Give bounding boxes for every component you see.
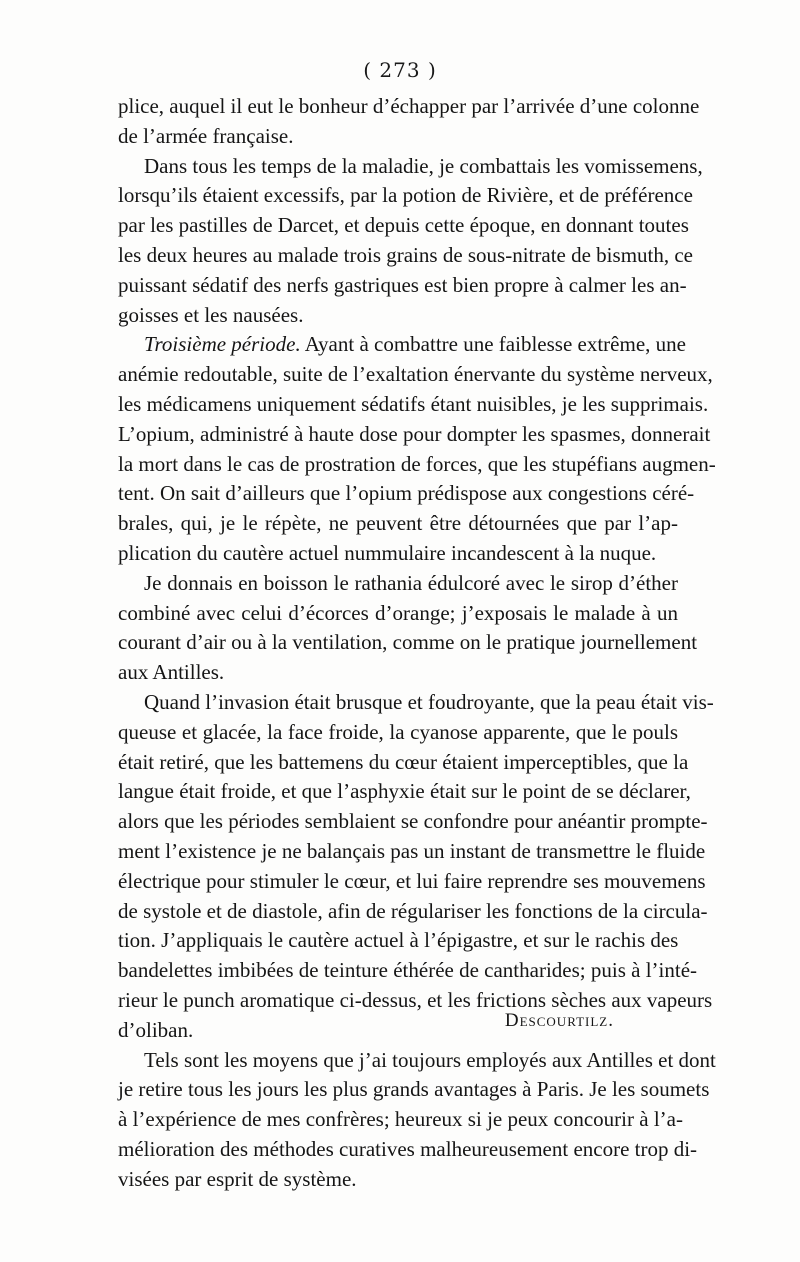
line-text: brales, qui, je le répète, ne peuvent être détournées que par l’ap- bbox=[118, 511, 678, 536]
text-line bbox=[118, 152, 703, 182]
text-line bbox=[118, 599, 678, 629]
line-text: rieur le punch aromatique ci-dessus, et les frictions sèches aux vapeurs bbox=[118, 987, 713, 1012]
line-text: courant d’air ou à la ventilation, comme on le pratique journellement bbox=[118, 630, 698, 655]
text-line bbox=[118, 867, 706, 897]
line-text: de l’armée française. bbox=[118, 123, 294, 148]
text-line bbox=[118, 748, 689, 778]
text-line bbox=[118, 330, 686, 360]
text-line bbox=[118, 92, 700, 122]
line-text: d’oliban. bbox=[118, 1017, 194, 1042]
line-text: de systole et de diastole, afin de régulariser les fonctions de la circula- bbox=[118, 898, 708, 923]
text-line bbox=[118, 628, 698, 658]
text-line bbox=[118, 718, 678, 748]
text-line bbox=[118, 926, 678, 956]
text-line bbox=[118, 122, 678, 152]
line-text: les médicamens uniquement sédatifs étant nuisibles, je les supprimais. bbox=[118, 391, 709, 416]
line-text: visées par esprit de système. bbox=[118, 1166, 357, 1191]
line-text: la mort dans le cas de prostration de forces, que les stupéfians augmen- bbox=[118, 451, 716, 476]
text-line bbox=[118, 1165, 678, 1195]
line-text: Je donnais en boisson le rathania édulcoré avec le sirop d’éther bbox=[144, 570, 678, 595]
line-text: queuse et glacée, la face froide, la cyanose apparente, que le pouls bbox=[118, 719, 678, 744]
line-text: Ayant à combattre une faiblesse extrême, une bbox=[300, 332, 686, 357]
line-text: anémie redoutable, suite de l’exaltation énervante du système nerveux, bbox=[118, 362, 713, 387]
line-text: Dans tous les temps de la maladie, je combattais les vomissemens, bbox=[144, 153, 703, 178]
text-line bbox=[118, 1075, 710, 1105]
section-heading: Troisième période. bbox=[144, 332, 301, 357]
line-text: langue était froide, et que l’asphyxie était sur le point de se déclarer, bbox=[118, 779, 691, 804]
line-text: tent. On sait d’ailleurs que l’opium prédispose aux congestions céré- bbox=[118, 481, 695, 506]
text-line bbox=[118, 390, 709, 420]
text-line bbox=[118, 301, 678, 331]
text-line bbox=[118, 509, 678, 539]
line-text: ment l’existence je ne balançais pas un instant de transmettre le fluide bbox=[118, 838, 706, 863]
line-text: Tels sont les moyens que j’ai toujours employés aux Antilles et dont bbox=[144, 1047, 716, 1072]
line-text: les deux heures au malade trois grains de sous-nitrate de bismuth, ce bbox=[118, 242, 693, 267]
text-line bbox=[118, 688, 714, 718]
line-text: plication du cautère actuel nummulaire incandescent à la nuque. bbox=[118, 540, 657, 565]
text-line bbox=[118, 420, 711, 450]
text-line bbox=[118, 360, 713, 390]
text-line bbox=[118, 569, 678, 599]
line-text: Quand l’invasion était brusque et foudroyante, que la peau était vis- bbox=[144, 689, 714, 714]
text-line bbox=[118, 450, 716, 480]
line-text: plice, auquel il eut le bonheur d’échapper par l’arrivée d’une colonne bbox=[118, 94, 700, 118]
line-text: L’opium, administré à haute dose pour dompter les spasmes, donnerait bbox=[118, 421, 711, 446]
text-line bbox=[118, 837, 706, 867]
line-text: tion. J’appliquais le cautère actuel à l’épigastre, et sur le rachis des bbox=[118, 928, 679, 953]
text-line bbox=[118, 897, 708, 927]
line-text: par les pastilles de Darcet, et depuis cette époque, en donnant toutes bbox=[118, 213, 689, 238]
text-line bbox=[118, 1046, 716, 1076]
text-line bbox=[118, 1105, 683, 1135]
line-text: bandelettes imbibées de teinture éthérée de cantharides; puis à l’inté- bbox=[118, 958, 698, 983]
line-text: mélioration des méthodes curatives malheureusement encore trop di- bbox=[118, 1136, 698, 1161]
text-line bbox=[118, 539, 678, 569]
page-number: ( 273 ) bbox=[363, 58, 437, 82]
line-text: aux Antilles. bbox=[118, 660, 225, 685]
text-line bbox=[118, 777, 691, 807]
line-text: je retire tous les jours les plus grands avantages à Paris. Je les soumets bbox=[118, 1077, 710, 1102]
text-line bbox=[118, 658, 678, 688]
text-line bbox=[118, 181, 693, 211]
line-text: puissant sédatif des nerfs gastriques est bien propre à calmer les an- bbox=[118, 272, 687, 297]
text-line bbox=[118, 271, 687, 301]
line-text: électrique pour stimuler le cœur, et lui faire reprendre ses mouvemens bbox=[118, 868, 706, 893]
text-line bbox=[118, 211, 689, 241]
text-line bbox=[118, 479, 695, 509]
line-text: alors que les périodes semblaient se confondre pour anéantir prompte- bbox=[118, 809, 708, 834]
text-line bbox=[118, 956, 698, 986]
line-text: à l’expérience de mes confrères; heureux si je peux concourir à l’a- bbox=[118, 1107, 683, 1132]
text-line bbox=[118, 1135, 698, 1165]
text-line bbox=[118, 807, 708, 837]
author-signature: Descourtilz. bbox=[504, 1010, 614, 1031]
line-text: goisses et les nausées. bbox=[118, 302, 304, 327]
line-text: était retiré, que les battemens du cœur étaient imperceptibles, que la bbox=[118, 749, 689, 774]
line-text: combiné avec celui d’écorces d’orange; j’exposais le malade à un bbox=[118, 600, 678, 625]
line-text: lorsqu’ils étaient excessifs, par la potion de Rivière, et de préférence bbox=[118, 183, 693, 208]
text-line bbox=[118, 241, 693, 271]
